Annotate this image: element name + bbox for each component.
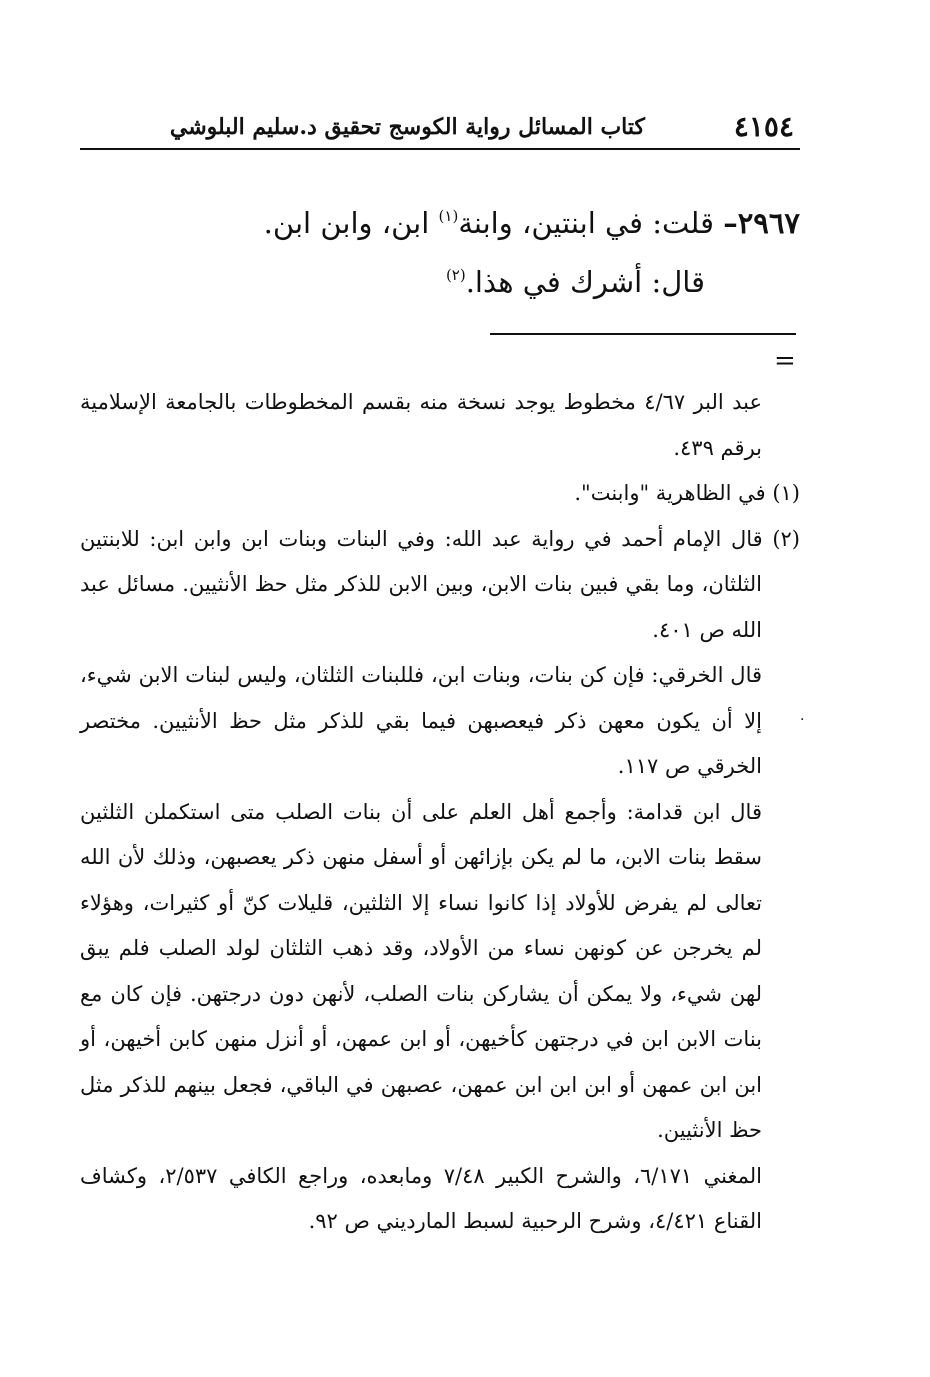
answer-text: قال: أشرك في هذا. — [465, 265, 705, 299]
footnotes — [80, 380, 800, 1245]
footnote-2: (٢) قال الإمام أحمد في رواية عبد الله: وفي البنات وبنات ابن وابن ابن: للابنتين الثلثان، وما بقي فبين بنات الابن، وبين الابن للذكر مثل حظ الأنثيين. مسائل عبد الله ص ٤٠١. — [80, 526, 800, 642]
footnote-ref-2: (٢) — [445, 266, 466, 284]
stray-dot: · — [800, 712, 805, 728]
main-text — [263, 190, 800, 308]
footnote-2-kharaqi: قال الخرقي: فإن كن بنات، وبنات ابن، فللبنات الثلثان، وليس لبنات الابن شيء، إلا أن يكون معهن ذكر فيعصبهن فيما بقي للذكر مثل حظ الأنثيين. مختصر الخرقي ص ١١٧. — [80, 663, 762, 778]
question-text: قلت: في ابنتين، وابنة — [458, 206, 714, 240]
footnote-1: (١) في الظاهرية "وابنت". — [574, 481, 800, 505]
running-title: كتاب المسائل رواية الكوسج تحقيق د.سليم البلوشي — [169, 114, 645, 140]
answer-line — [300, 249, 705, 308]
question-text-end: ابن، وابن ابن. — [263, 206, 439, 240]
footnote-separator — [490, 333, 796, 335]
page-header — [80, 108, 800, 150]
footnote-continued: عبد البر ٤/٦٧ مخطوط يوجد نسخة منه بقسم المخطوطات بالجامعة الإسلامية برقم ٤٣٩. — [80, 390, 762, 460]
footnote-ref-1: (١) — [438, 207, 459, 225]
question-line — [263, 190, 800, 249]
question-number: ٢٩٦٧– — [723, 206, 800, 240]
continuation-mark: = — [774, 346, 796, 376]
footnote-2-ibn-qudama: قال ابن قدامة: وأجمع أهل العلم على أن بنات الصلب متى استكملن الثلثين سقط بنات الابن، ما لم يكن بإزائهن أو أسفل منهن ذكر يعصبهن، وذلك لأن الله تعالى لم يفرض للأولاد إذا كانوا نساء إلا الثلثين، قليلات كنّ أو كثيرات، وهؤلاء لم يخرجن عن كونهن نساء من الأولاد، وقد ذهب الثلثان لولد الصلب فلم يبق لهن شيء، ولا يمكن أن يشاركن بنات الصلب، لأنهن دون درجتهن. فإن كان مع بنات الابن ابن في درجتهن كأخيهن، أو ابن عمهن، أو أنزل منهن كابن أخيهن، أو ابن ابن عمهن أو ابن ابن ابن عمهن، عصبهن في الباقي، فجعل بينهم للذكر مثل حظ الأنثيين. — [80, 799, 763, 1142]
page-number: ٤١٥٤ — [733, 110, 794, 143]
footnote-2-references: المغني ٦/١٧١، والشرح الكبير ٧/٤٨ ومابعده، وراجع الكافي ٢/٥٣٧، وكشاف القناع ٤/٤٢١، وشرح الرحبية لسبط المارديني ص ٩٢. — [80, 1163, 762, 1233]
